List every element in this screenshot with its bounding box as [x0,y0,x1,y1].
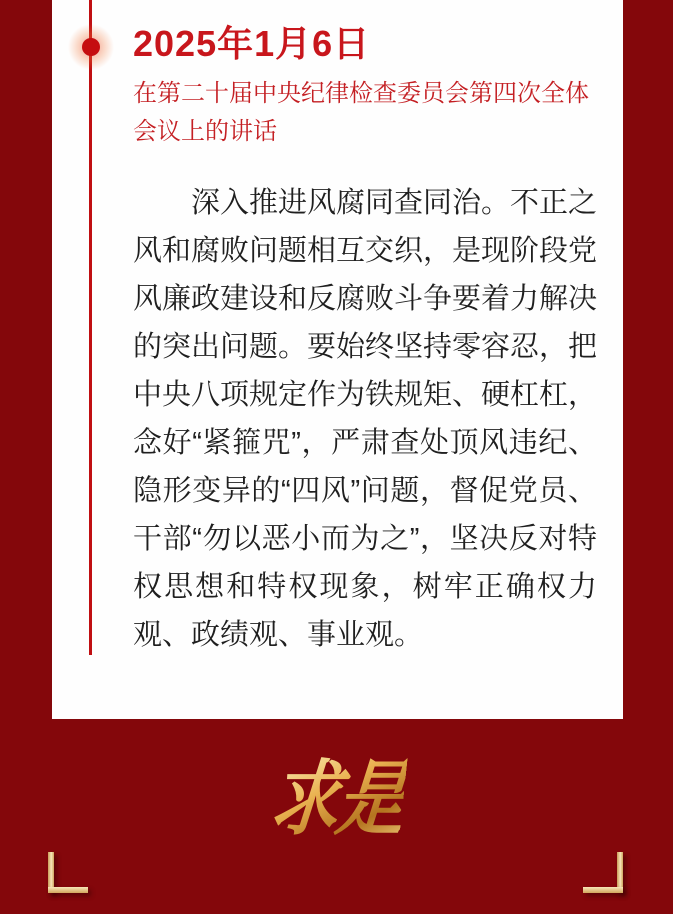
speech-source-subtitle: 在第二十届中央纪律检查委员会第四次全体会议上的讲话 [133,80,589,145]
quote-card [52,0,623,719]
date-heading: 2025年1月6日 [133,23,371,64]
quote-paragraph: 深入推进风腐同查同治。不正之风和腐败问题相互交织，是现阶段党风廉政建设和反腐败斗争要着力解决的突出问题。要始终坚持零容忍，把中央八项规定作为铁规矩、硬杠杠，念好“紧箍咒”，严肃查处顶风违纪、隐形变异的“四风”问题，督促党员、干部“勿以恶小而为之”，坚决反对特权思想和特权现象，树牢正确权力观、政绩观、事业观。 [133,187,598,651]
bullet-dot-icon [82,38,100,56]
qiushi-logo: 求是 [265,751,408,847]
corner-bracket-right-icon [583,852,623,893]
bracket-left-horizontal-bar [48,887,88,893]
timeline-line [89,0,92,655]
corner-bracket-left-icon [48,852,88,893]
bracket-right-horizontal-bar [583,887,623,893]
card-content [133,0,597,659]
